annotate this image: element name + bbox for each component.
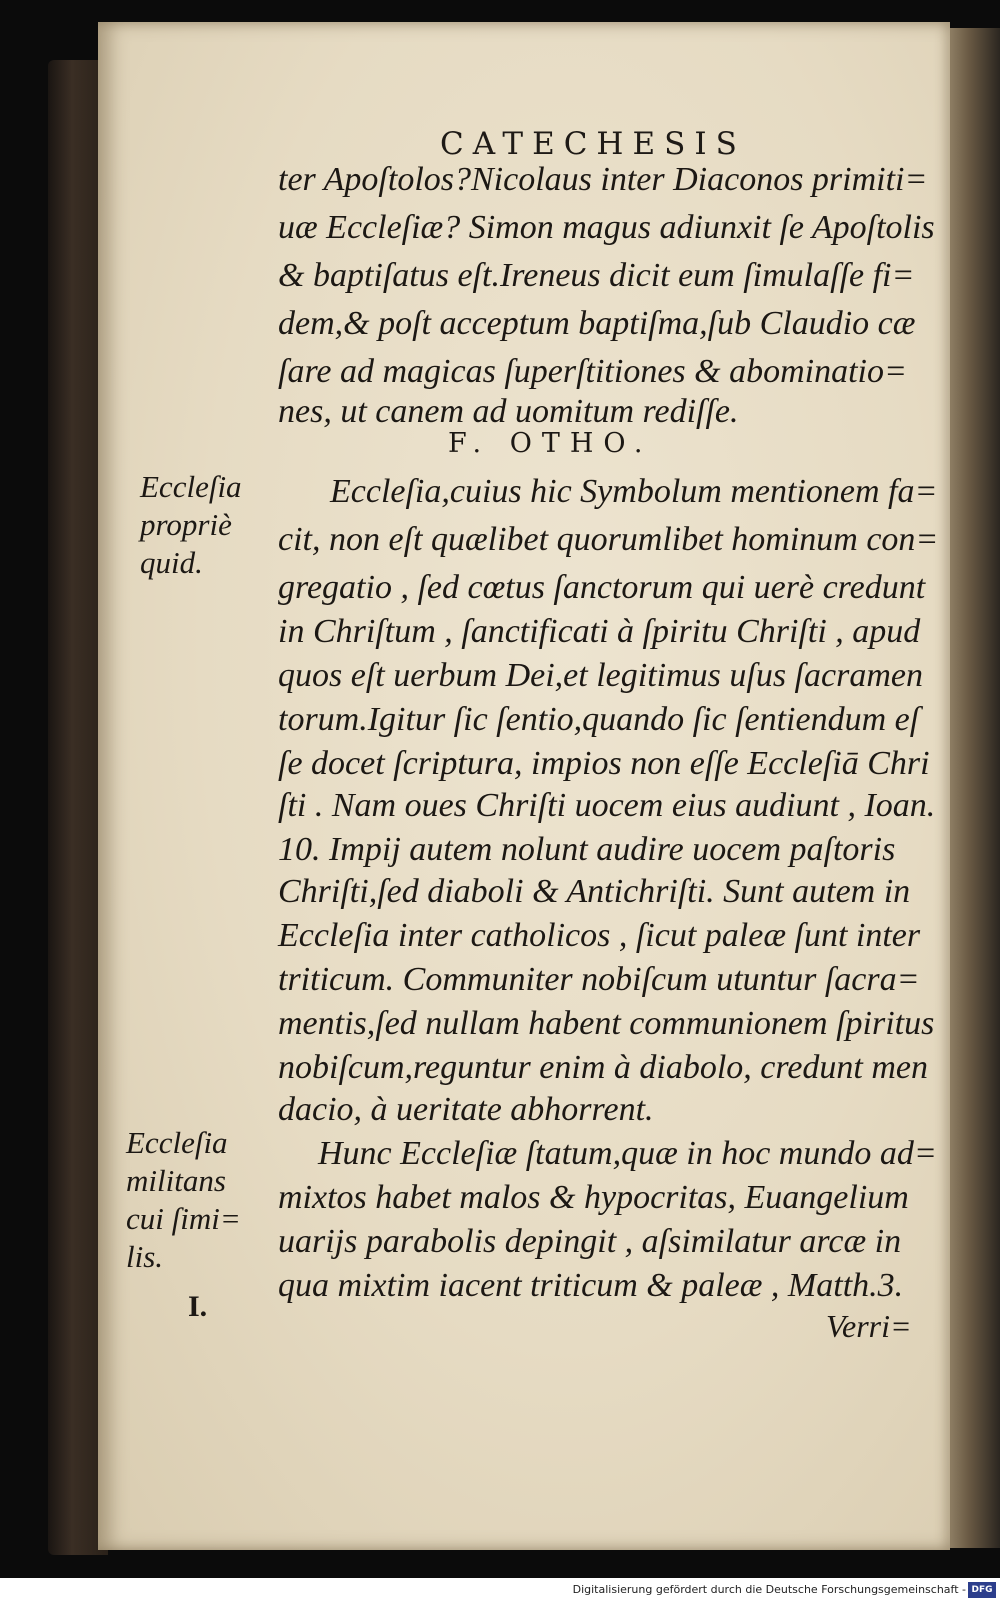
margin-note <box>126 1124 241 1276</box>
text-line: & baptiſatus eſt.Ireneus dicit eum ſimulaſſe fi= <box>278 257 915 294</box>
margin-note-line: militans <box>126 1163 226 1198</box>
catchword: Verri= <box>826 1308 912 1344</box>
dfg-logo-icon: DFG <box>968 1582 996 1598</box>
margin-note-line: cui ſimi= <box>126 1201 241 1236</box>
text-line: gregatio , ſed cœtus ſanctorum qui uerè credunt <box>278 569 926 606</box>
margin-note-line: Eccleſia <box>126 1125 228 1160</box>
text-line: cit, non eſt quælibet quorumlibet hominum con= <box>278 521 939 558</box>
text-line: uarijs parabolis depingit , aſsimilatur arcæ in <box>278 1223 902 1260</box>
text-line: mixtos habet malos & hypocritas, Euangelium <box>278 1179 909 1216</box>
running-head: CATECHESIS <box>440 126 746 162</box>
text-line: ſe docet ſcriptura, impios non eſſe Eccleſiā Chri <box>278 745 930 782</box>
text-line: ſare ad magicas ſuperſtitiones & abominatio= <box>278 353 907 390</box>
text-line: ter Apoſtolos?Nicolaus inter Diaconos primiti= <box>278 161 928 198</box>
text-line: torum.Igitur ſic ſentio,quando ſic ſentiendum eſ <box>278 701 920 738</box>
text-line: Eccleſia,cuius hic Symbolum mentionem fa= <box>330 473 938 510</box>
signature-mark: I. <box>188 1290 208 1323</box>
text-line: Eccleſia inter catholicos , ſicut paleæ ſunt inter <box>278 917 921 954</box>
text-line: triticum. Communiter nobiſcum utuntur ſacra= <box>278 961 920 998</box>
text-line: ſti . Nam oues Chriſti uocem eius audiunt , Ioan. <box>278 787 936 824</box>
text-line: nobiſcum,reguntur enim à diabolo, credunt men <box>278 1049 929 1086</box>
text-line: dem,& poſt acceptum baptiſma,ſub Claudio cæ <box>278 305 916 342</box>
section-heading: F. OTHO. <box>448 428 653 459</box>
margin-note-line: lis. <box>126 1239 164 1274</box>
text-line: in Chriſtum , ſanctificati à ſpiritu Chriſti , apud <box>278 613 921 650</box>
text-line: nes, ut canem ad uomitum rediſſe. <box>278 393 739 430</box>
text-line: 10. Impij autem nolunt audire uocem paſtoris <box>278 831 896 868</box>
text-line: qua mixtim iacent triticum & paleæ , Matth.3. <box>278 1267 904 1304</box>
text-line: mentis,ſed nullam habent communionem ſpiritus <box>278 1005 935 1042</box>
text-line: dacio, à ueritate abhorrent. <box>278 1091 654 1128</box>
margin-note-line: Eccleſia <box>140 469 242 504</box>
text-line: Hunc Eccleſiæ ſtatum,quæ in hoc mundo ad= <box>318 1135 937 1172</box>
text-line: uæ Eccleſiæ? Simon magus adiunxit ſe Apoſtolis <box>278 209 935 246</box>
margin-note-line: propriè <box>140 507 232 542</box>
margin-note <box>140 468 242 582</box>
margin-note-line: quid. <box>140 545 203 580</box>
text-line: quos eſt uerbum Dei,et legitimus uſus ſacramen <box>278 657 923 694</box>
text-line: Chriſti,ſed diaboli & Antichriſti. Sunt autem in <box>278 873 911 910</box>
footer-credit: Digitalisierung gefördert durch die Deutsche Forschungsgemeinschaft - <box>572 1583 966 1596</box>
